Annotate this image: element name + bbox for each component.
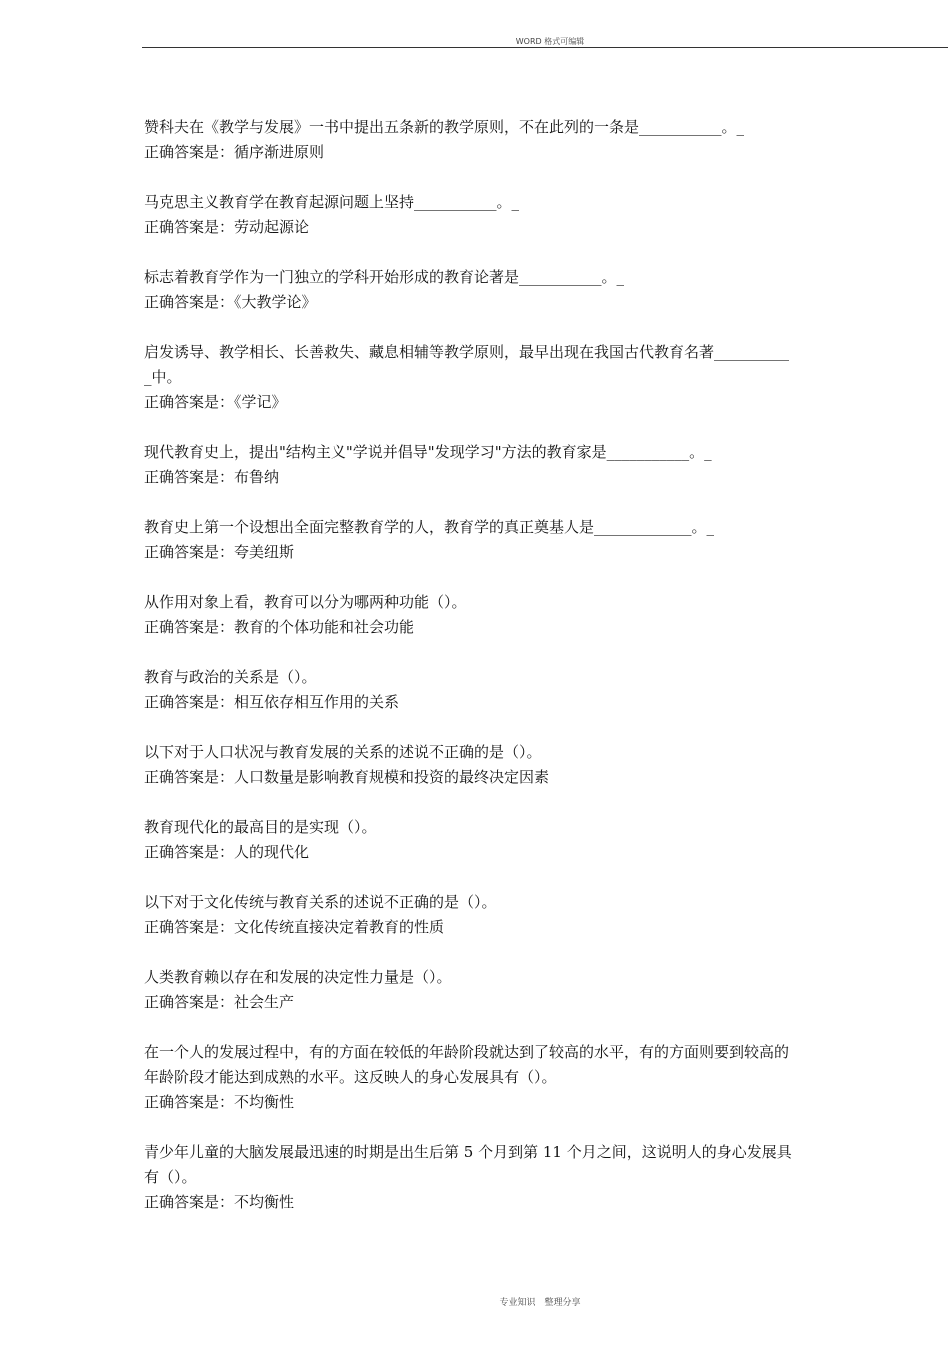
qa-item bbox=[144, 1140, 794, 1215]
question-text: 标志着教育学作为一门独立的学科开始形成的教育论著是___________。_ bbox=[144, 268, 625, 286]
answer-text: 正确答案是：劳动起源论 bbox=[144, 218, 310, 236]
question-text: 赞科夫在《教学与发展》一书中提出五条新的教学原则，不在此列的一条是___________。_ bbox=[144, 118, 745, 136]
page-header: WORD 格式可编辑 bbox=[515, 37, 585, 46]
qa-item bbox=[144, 440, 794, 490]
qa-item bbox=[144, 590, 794, 640]
question-text: 教育现代化的最高目的是实现（）。 bbox=[144, 818, 377, 836]
qa-item bbox=[144, 1040, 794, 1115]
question-text: 以下对于文化传统与教育关系的述说不正确的是（）。 bbox=[144, 893, 497, 911]
answer-text: 正确答案是：教育的个体功能和社会功能 bbox=[144, 618, 415, 636]
qa-item bbox=[144, 515, 794, 565]
question-text: 以下对于人口状况与教育发展的关系的述说不正确的是（）。 bbox=[144, 743, 542, 761]
qa-item bbox=[144, 815, 794, 865]
answer-text: 正确答案是：不均衡性 bbox=[144, 1193, 295, 1211]
question-text: 教育史上第一个设想出全面完整教育学的人，教育学的真正奠基人是_____________。_ bbox=[144, 518, 715, 536]
question-text: 教育与政治的关系是（）。 bbox=[144, 668, 317, 686]
qa-item bbox=[144, 665, 794, 715]
answer-text: 正确答案是：《大教学论》 bbox=[144, 293, 317, 311]
question-text: 现代教育史上，提出"结构主义"学说并倡导"发现学习"方法的教育家是___________。_ bbox=[144, 443, 712, 461]
answer-text: 正确答案是：《学记》 bbox=[144, 393, 287, 411]
header-rule bbox=[142, 47, 948, 48]
qa-item bbox=[144, 115, 794, 165]
answer-text: 正确答案是：人的现代化 bbox=[144, 843, 310, 861]
question-text: 从作用对象上看，教育可以分为哪两种功能（）。 bbox=[144, 593, 467, 611]
answer-text: 正确答案是：人口数量是影响教育规模和投资的最终决定因素 bbox=[144, 768, 550, 786]
question-text: 马克思主义教育学在教育起源问题上坚持___________。_ bbox=[144, 193, 520, 211]
qa-item bbox=[144, 265, 794, 315]
qa-item bbox=[144, 340, 794, 415]
answer-text: 正确答案是：布鲁纳 bbox=[144, 468, 280, 486]
qa-item bbox=[144, 890, 794, 940]
question-text: 青少年儿童的大脑发展最迅速的时期是出生后第 5 个月到第 11 个月之间，这说明人的身心发展具有（）。 bbox=[144, 1143, 792, 1186]
question-text: 人类教育赖以存在和发展的决定性力量是（）。 bbox=[144, 968, 452, 986]
page-footer: 专业知识 整理分享 bbox=[499, 1298, 581, 1308]
answer-text: 正确答案是：社会生产 bbox=[144, 993, 295, 1011]
question-text: 在一个人的发展过程中，有的方面在较低的年龄阶段就达到了较高的水平，有的方面则要到较高的年龄阶段才能达到成熟的水平。这反映人的身心发展具有（）。 bbox=[144, 1043, 790, 1086]
answer-text: 正确答案是：文化传统直接决定着教育的性质 bbox=[144, 918, 445, 936]
qa-item bbox=[144, 190, 794, 240]
answer-text: 正确答案是：夸美纽斯 bbox=[144, 543, 295, 561]
question-text: 启发诱导、教学相长、长善救失、藏息相辅等教学原则，最早出现在我国古代教育名著___________中。 bbox=[144, 343, 790, 386]
qa-item bbox=[144, 740, 794, 790]
answer-text: 正确答案是：相互依存相互作用的关系 bbox=[144, 693, 400, 711]
qa-item bbox=[144, 965, 794, 1015]
answer-text: 正确答案是：循序渐进原则 bbox=[144, 143, 325, 161]
question-list bbox=[144, 115, 794, 1240]
answer-text: 正确答案是：不均衡性 bbox=[144, 1093, 295, 1111]
